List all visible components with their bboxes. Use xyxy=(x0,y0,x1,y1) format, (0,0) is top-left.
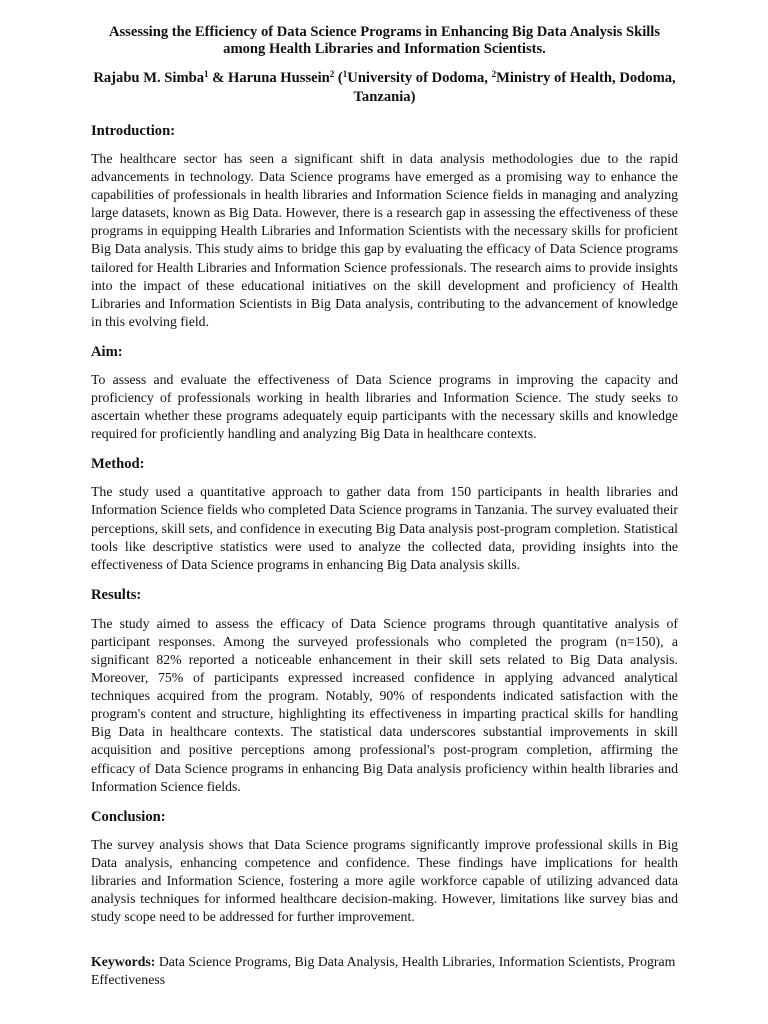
section-heading-conclusion: Conclusion: xyxy=(91,808,166,825)
section-heading-results: Results: xyxy=(91,586,142,603)
section-body-conclusion: The survey analysis shows that Data Science programs significantly improve professional skills in Big Data analysis, enhancing competence and confidence. These findings have implications for health libraries and Information Science, fostering a more agile workforce capable of utilizing advanced data analysis techniques for informed healthcare decision-making. However, limitations like survey bias and study scope need to be addressed for further improvement. xyxy=(91,836,678,925)
keywords-line xyxy=(91,953,678,989)
section-body-aim: To assess and evaluate the effectiveness of Data Science programs in improving the capacity and proficiency of professionals working in health libraries and Information Science. The study seeks to ascertain whether these programs adequately equip participants with the necessary skills and knowledge required for proficiently handling and analyzing Big Data in healthcare contexts. xyxy=(91,371,678,442)
author-2-superscript: 2 xyxy=(329,69,335,79)
author-1-superscript: 1 xyxy=(204,69,209,79)
affiliation-2-superscript: 2 xyxy=(491,69,497,79)
document-title: Assessing the Efficiency of Data Science Programs in Enhancing Big Data Analysis Skills among Health Libraries and Information Scientists. xyxy=(108,24,661,57)
section-heading-method: Method: xyxy=(91,456,145,473)
author-line xyxy=(91,69,678,107)
section-heading-introduction: Introduction: xyxy=(91,123,176,139)
author-1-name: Rajabu M. Simba xyxy=(93,70,205,86)
section-body-results: The study aimed to assess the efficacy of Data Science programs through quantitative analysis of participant responses. Among the surveyed professionals who completed the program (n=150), a significant 82% reported a noticeable enhancement in their skill sets related to Big Data analysis. Moreover, 75% of participants expressed increased confidence in applying advanced analytical techniques acquired from the program. Notably, 90% of respondents indicated satisfaction with the program's content and structure, highlighting its effectiveness in imparting practical skills for handling Big Data in healthcare contexts. The statistical data underscores substantial improvements in skill acquisition and positive perceptions among professional's post-program completion, affirming the efficacy of Data Science programs in enhancing Big Data analysis proficiency within health libraries and Information Science fields. xyxy=(91,615,678,794)
section-body-introduction: The healthcare sector has seen a significant shift in data analysis methodologies due to the rapid advancements in technology. Data Science programs have emerged as a promising way to enhance the capabilities of professionals in health libraries and Information Science fields in managing and analyzing large datasets, known as Big Data. However, there is a research gap in assessing the effectiveness of these programs in equipping Health Libraries and Information Scientists with the necessary skills for proficient Big Data analysis. This study aims to bridge this gap by evaluating the efficacy of Data Science programs tailored for Health Libraries and Information Science professionals. The research aims to provide insights into the impact of these educational initiatives on the skill development and proficiency of Health Libraries and Information Scientists in Big Data analysis, contributing to the advancement of knowledge in this evolving field. xyxy=(91,151,678,329)
affiliation-2: Ministry of Health, Dodoma, Tanzania) xyxy=(353,70,676,105)
author-separator: & xyxy=(208,70,228,86)
affiliation-open: ( xyxy=(334,70,343,86)
section-heading-aim: Aim: xyxy=(91,343,123,360)
keywords-text: Data Science Programs, Big Data Analysis, Health Libraries, Information Scientists, Program Effectiveness xyxy=(91,954,676,988)
keywords-label: Keywords: xyxy=(91,954,156,970)
section-body-method: The study used a quantitative approach to gather data from 150 participants in health libraries and Information Science fields who completed Data Science programs in Tanzania. The survey evaluated their perceptions, skill sets, and confidence in executing Big Data analysis post-program completion. Statistical tools like descriptive statistics were used to analyze the collected data, providing insights into the effectiveness of Data Science programs in enhancing Big Data analysis skills. xyxy=(91,484,678,572)
affiliation-1: University of Dodoma, xyxy=(347,70,492,86)
affiliation-1-superscript: 1 xyxy=(342,69,348,79)
author-2-name: Haruna Hussein xyxy=(227,70,330,86)
